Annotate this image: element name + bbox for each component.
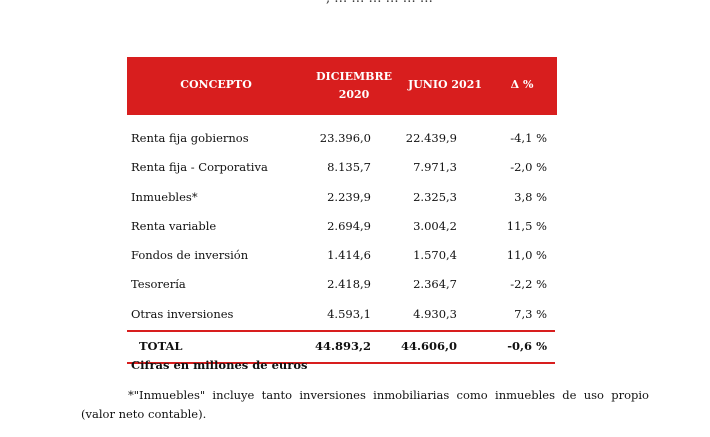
row-delta-value: 3,8 %: [514, 189, 547, 204]
table-body: [127, 124, 557, 329]
header-delta: Δ %: [510, 78, 534, 91]
row-label: Renta fija gobiernos: [131, 131, 249, 145]
table-header: [127, 57, 557, 115]
total-dic-value: 44.893,2: [314, 339, 371, 354]
header-concepto: CONCEPTO: [180, 78, 252, 91]
row-dic-value: 1.414,6: [327, 248, 371, 263]
row-dic-value: 23.396,0: [319, 131, 371, 145]
row-dic-value: 2.418,9: [327, 277, 371, 292]
row-jun-value: 22.439,9: [405, 131, 457, 145]
row-jun-value: 2.364,7: [413, 277, 457, 292]
row-label: Tesorería: [131, 277, 186, 292]
table-row: [127, 124, 557, 153]
table-row: [127, 270, 557, 299]
row-jun-value: 7.971,3: [413, 160, 457, 175]
row-label: Renta variable: [131, 218, 217, 233]
total-jun-value: 44.606,0: [400, 339, 457, 354]
row-jun-value: 2.325,3: [413, 189, 457, 204]
row-dic-value: 4.593,1: [327, 306, 371, 321]
table-row: [127, 300, 557, 329]
header-junio-2021: JUNIO 2021: [407, 78, 483, 91]
header-diciembre-line1: DICIEMBRE: [316, 70, 392, 83]
total-delta-value: -0,6 %: [507, 339, 547, 354]
row-delta-value: 11,5 %: [506, 218, 547, 233]
row-label: Renta fija - Corporativa: [131, 160, 268, 175]
footnote: *"Inmuebles" incluye tanto inversiones inmobiliarias como inmuebles de uso propio (valor neto contable).: [81, 388, 649, 421]
row-delta-value: -2,0 %: [510, 160, 547, 175]
table-row: [127, 241, 557, 270]
row-jun-value: 3.004,2: [413, 218, 457, 233]
row-delta-value: 7,3 %: [514, 306, 547, 321]
table-row: [127, 153, 557, 182]
cut-off-text: [326, 0, 433, 6]
row-delta-value: -2,2 %: [510, 277, 547, 292]
units-caption: Cifras en millones de euros: [131, 358, 308, 372]
row-delta-value: 11,0 %: [506, 248, 547, 263]
row-label: Otras inversiones: [131, 306, 234, 321]
table-row: [127, 212, 557, 241]
row-dic-value: 2.239,9: [327, 189, 371, 204]
row-dic-value: 2.694,9: [327, 218, 371, 233]
row-dic-value: 8.135,7: [327, 160, 371, 175]
row-jun-value: 1.570,4: [413, 248, 457, 263]
investments-table: [127, 57, 557, 364]
header-diciembre-line2: 2020: [338, 88, 370, 101]
row-label: Fondos de inversión: [131, 248, 249, 263]
row-delta-value: -4,1 %: [510, 131, 547, 145]
total-label: TOTAL: [139, 339, 183, 354]
table-row: [127, 183, 557, 212]
row-label: Inmuebles*: [131, 189, 198, 204]
header-diciembre-2020: [305, 68, 403, 104]
row-jun-value: 4.930,3: [413, 306, 457, 321]
